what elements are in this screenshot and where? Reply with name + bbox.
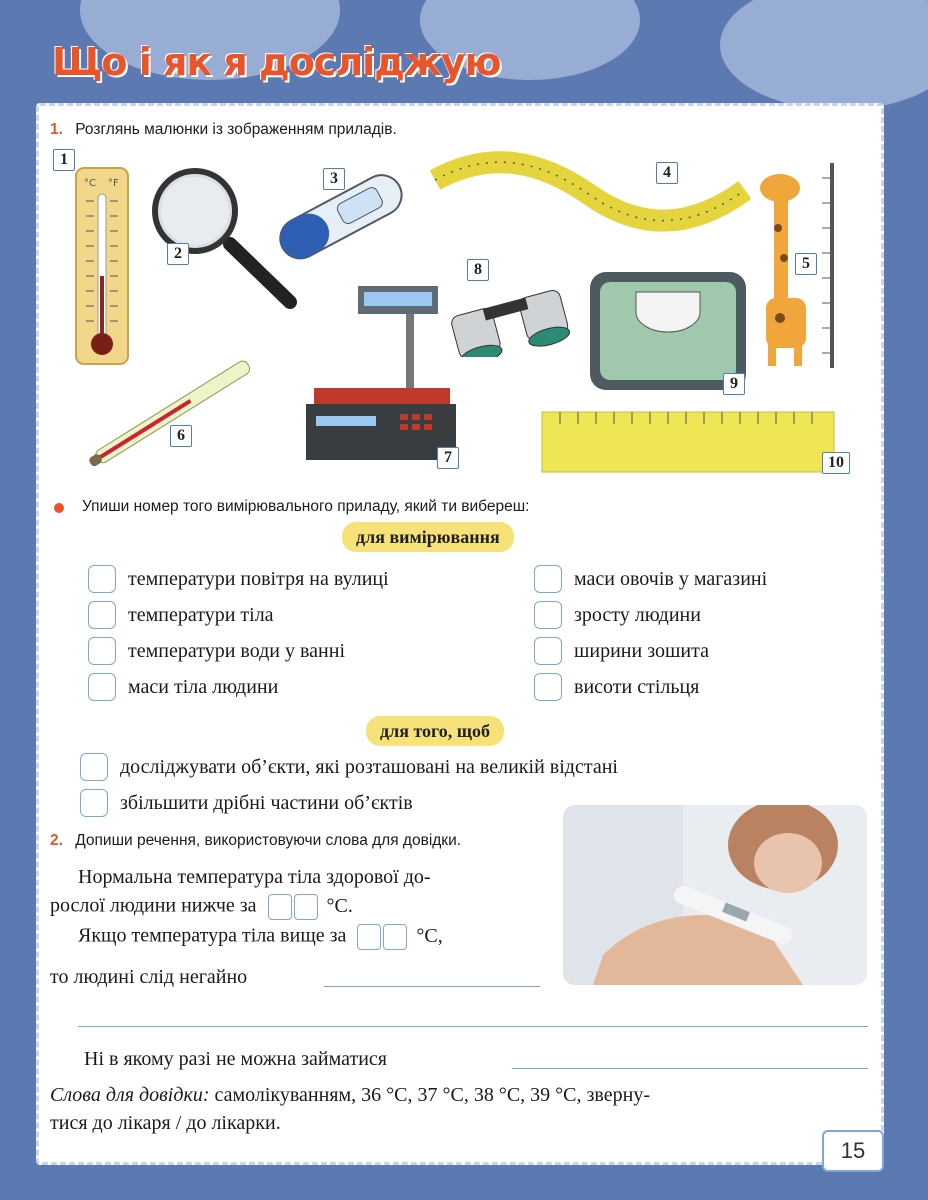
task-1-heading: [50, 121, 397, 139]
help-words-line-1: [50, 1084, 650, 1107]
answer-box[interactable]: [88, 601, 116, 629]
page-number: 15: [822, 1130, 884, 1172]
answer-label: досліджувати об’єкти, які розташовані на великій відстані: [120, 755, 618, 778]
answer-box[interactable]: [534, 637, 562, 665]
unit-label: °С.: [326, 894, 353, 917]
image-number-tag: 7: [437, 447, 459, 469]
answer-label: висоти стільця: [574, 675, 700, 698]
binoculars-image: [445, 272, 575, 362]
tape-measure-image: [430, 150, 750, 245]
image-number-tag: 4: [656, 162, 678, 184]
answer-row: [88, 564, 389, 594]
answer-box[interactable]: [80, 753, 108, 781]
answer-row: [534, 600, 701, 630]
digit-box[interactable]: [383, 924, 407, 950]
child-thermometer-photo: [563, 805, 867, 985]
task-2-heading: [50, 832, 461, 850]
answer-box[interactable]: [88, 673, 116, 701]
answer-label: ширини зошита: [574, 639, 709, 662]
sentence-2: [78, 924, 443, 950]
answer-box[interactable]: [80, 789, 108, 817]
answer-row: [88, 672, 278, 702]
answer-box[interactable]: [534, 565, 562, 593]
answer-line[interactable]: [324, 986, 540, 987]
task-2-instruction: Допиши речення, використовуючи слова для довідки.: [75, 832, 462, 849]
sentence-1a: Нормальна температура тіла здорової до-: [78, 866, 431, 888]
image-number-tag: 2: [167, 243, 189, 265]
answer-label: температури тіла: [128, 603, 274, 626]
help-words-label: Слова для довідки:: [50, 1084, 210, 1106]
answer-row: [534, 564, 767, 594]
svg-text:°C: °C: [84, 178, 96, 189]
answer-row: [80, 788, 413, 818]
answer-box[interactable]: [534, 601, 562, 629]
page-title: Що і як я досліджую: [52, 40, 501, 84]
digit-box[interactable]: [294, 894, 318, 920]
image-number-tag: 5: [795, 253, 817, 275]
answer-label: маси овочів у магазині: [574, 567, 768, 590]
section-pill-measure: для вимірювання: [342, 522, 514, 552]
answer-row: [88, 600, 274, 630]
electronic-scale-image: [304, 282, 464, 473]
ruler-image: [540, 410, 836, 479]
answer-box[interactable]: [534, 673, 562, 701]
room-thermometer-image: [74, 166, 130, 371]
sentence-3: то людині слід негайно: [50, 966, 248, 988]
answer-line[interactable]: [512, 1068, 868, 1069]
help-words-line-2: тися до лікаря / до лікарки.: [50, 1112, 281, 1134]
task-1-number: 1.: [50, 121, 63, 138]
image-number-tag: 3: [323, 168, 345, 190]
help-words-list: самолікуванням, 36 °С, 37 °С, 38 °С, 39 °С, зверну-: [214, 1084, 650, 1106]
sentence-1b: [50, 894, 353, 920]
section-pill-purpose: для того, щоб: [366, 716, 504, 746]
image-number-tag: 8: [467, 259, 489, 281]
answer-label: збільшити дрібні частини об’єктів: [120, 791, 413, 814]
answer-line[interactable]: [78, 1026, 868, 1027]
answer-row: [534, 636, 709, 666]
image-number-tag: 1: [53, 149, 75, 171]
task-1-instruction: Розглянь малюнки із зображенням приладів.: [75, 121, 397, 138]
digit-box[interactable]: [357, 924, 381, 950]
digit-box[interactable]: [268, 894, 292, 920]
answer-label: температури повітря на вулиці: [128, 567, 389, 590]
task-2-number: 2.: [50, 832, 63, 849]
image-number-tag: 10: [822, 452, 850, 474]
bullet-instruction: Упиши номер того вимірювального приладу, який ти вибереш:: [82, 498, 530, 515]
sentence-1b-text: рослої людини нижче за: [50, 894, 257, 917]
sentence-4: Ні в якому разі не можна займатися: [84, 1048, 387, 1070]
unit-label: °С,: [416, 924, 443, 947]
answer-label: температури води у ванні: [128, 639, 346, 662]
answer-row: [80, 752, 618, 782]
answer-box[interactable]: [88, 565, 116, 593]
answer-row: [88, 636, 345, 666]
background-circle: [720, 0, 928, 110]
svg-text:°F: °F: [108, 178, 119, 189]
answer-label: зросту людини: [574, 603, 701, 626]
answer-box[interactable]: [88, 637, 116, 665]
medical-thermometer-image: [76, 358, 266, 473]
image-number-tag: 9: [723, 373, 745, 395]
sentence-2-text: Якщо температура тіла вище за: [78, 924, 347, 947]
answer-label: маси тіла людини: [128, 675, 279, 698]
bullet-icon: [54, 503, 64, 513]
answer-row: [534, 672, 699, 702]
image-number-tag: 6: [170, 425, 192, 447]
